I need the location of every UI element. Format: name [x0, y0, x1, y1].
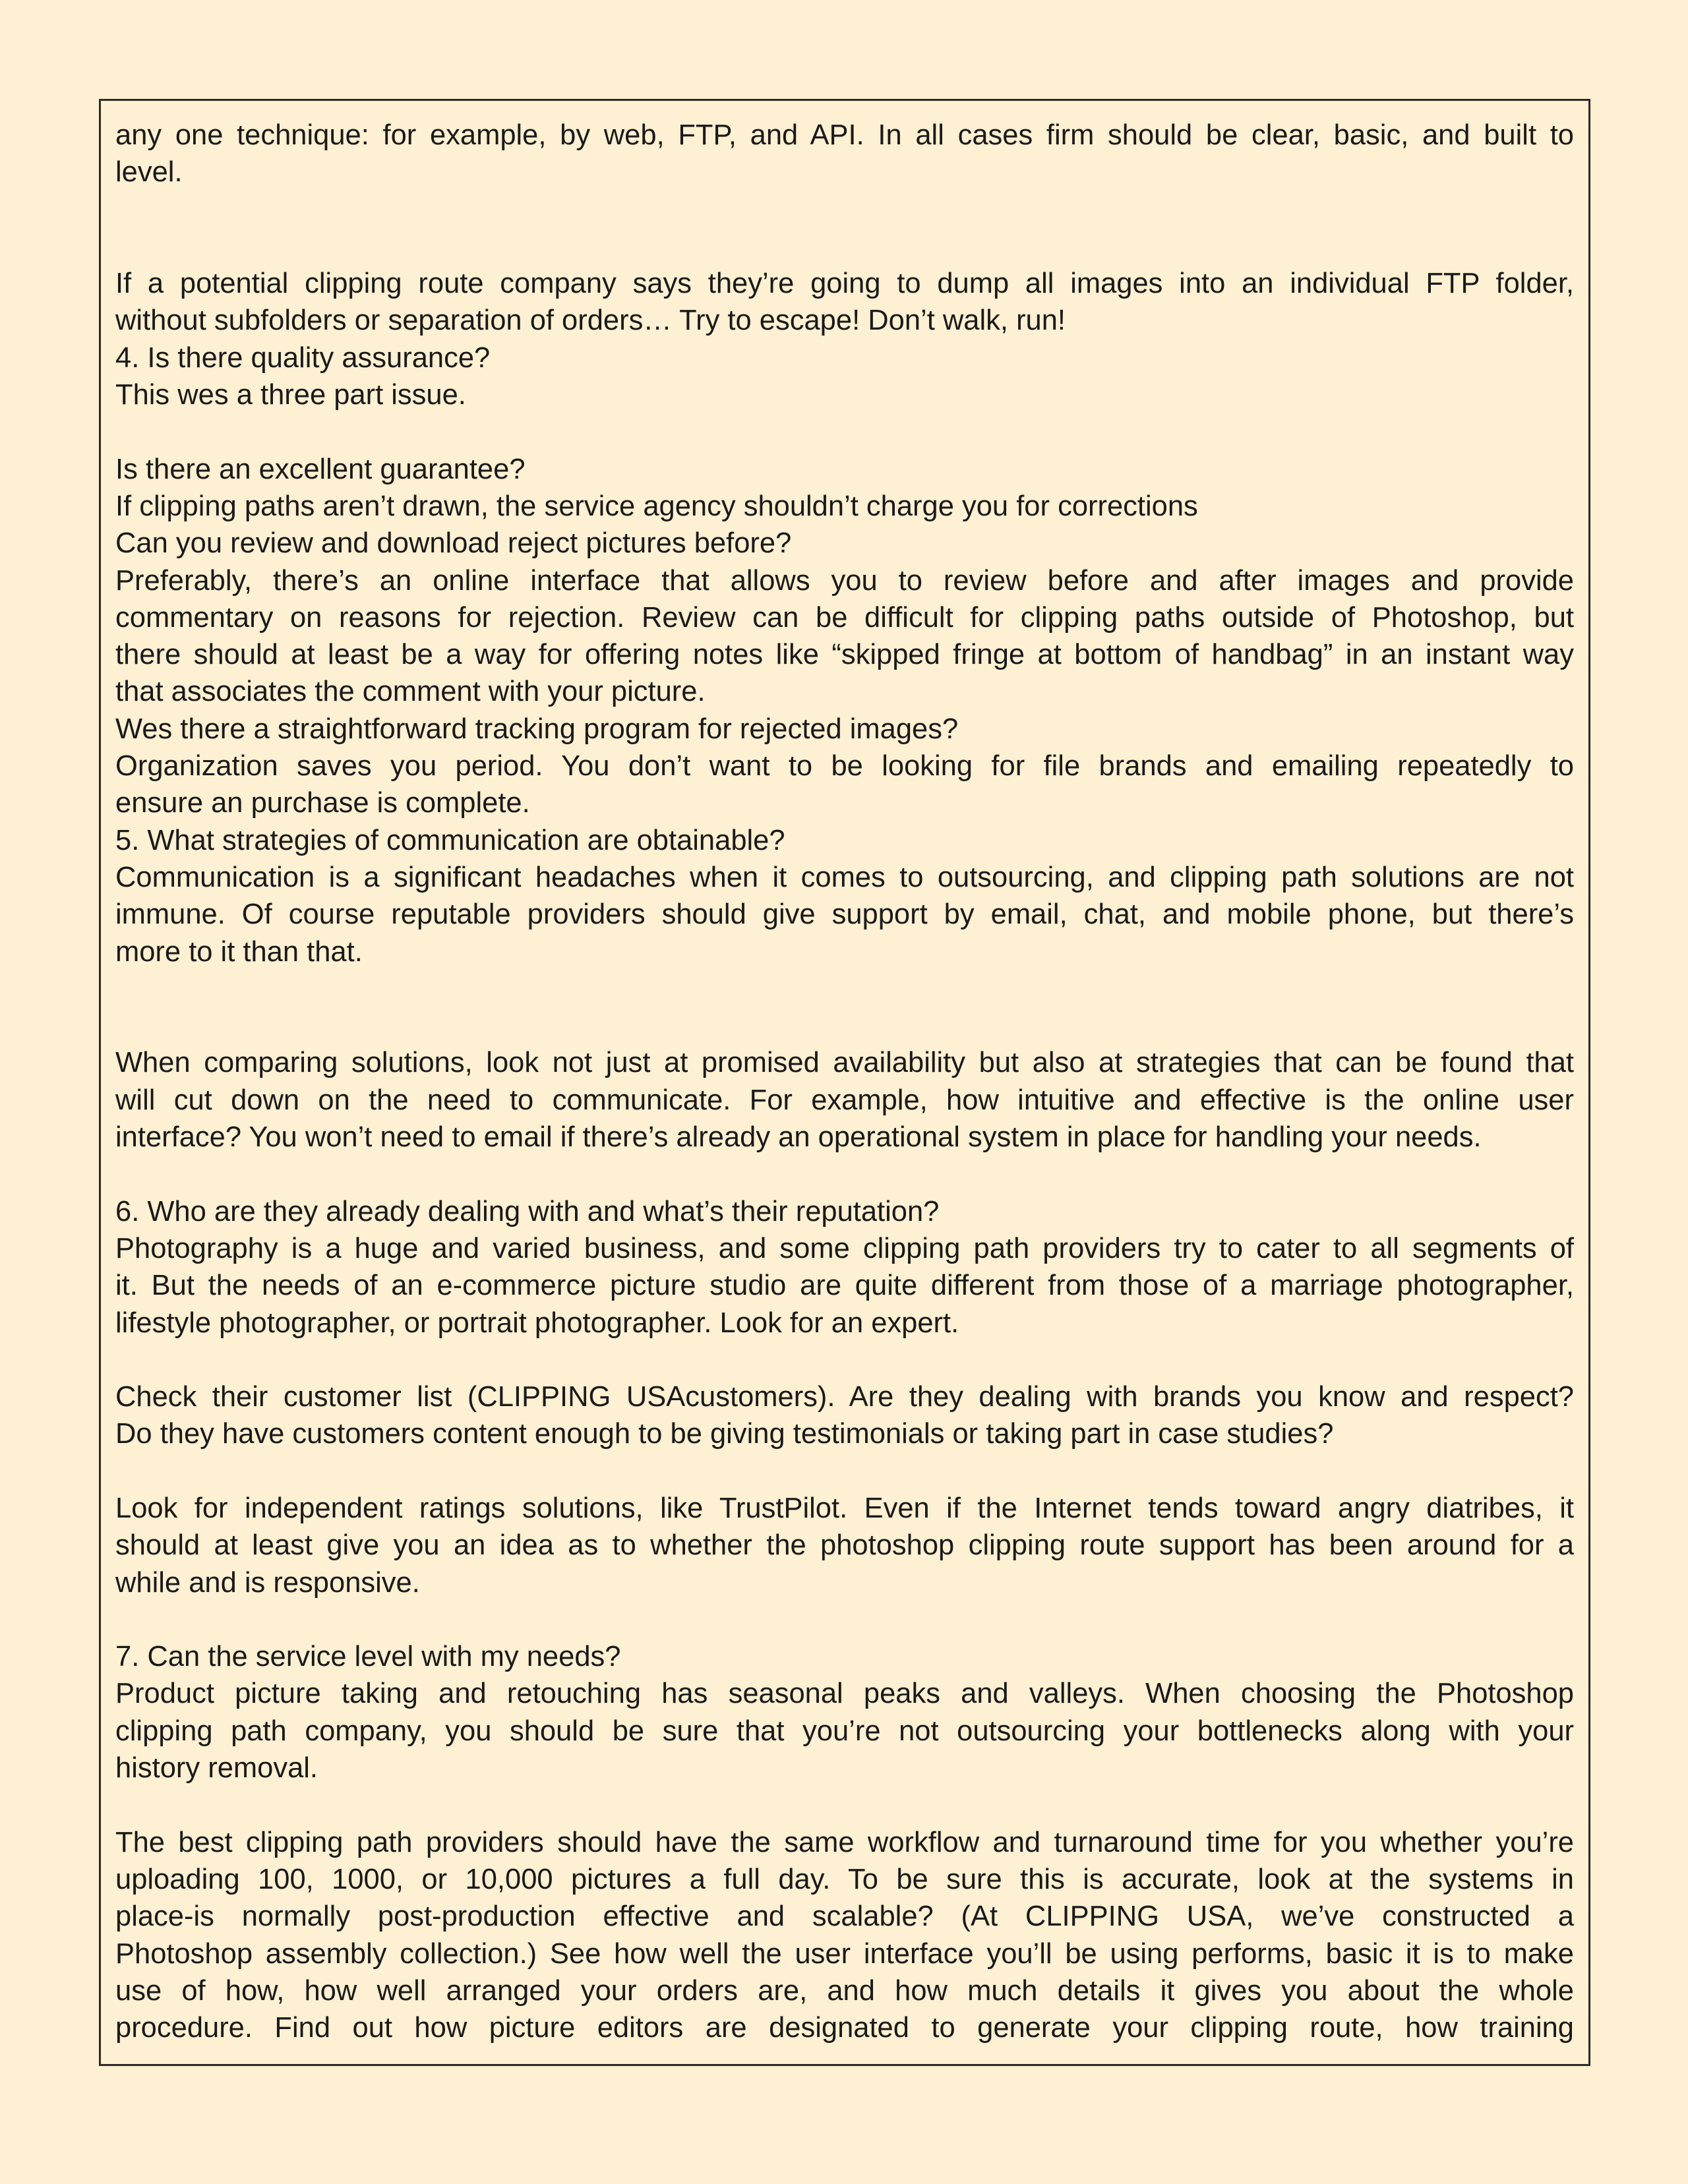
text-line: If a potential clipping route company says they’re going to dump all images into an individual FTP folder, — [115, 268, 1574, 300]
text-line: 5. What strategies of communication are obtainable? — [115, 824, 785, 856]
text-line: uploading 100, 1000, or 10,000 pictures a full day. To be sure this is accurate, look at the systems in — [115, 1863, 1574, 1895]
paragraph — [115, 265, 1574, 413]
paragraph-spacer — [115, 191, 1574, 266]
document-frame — [99, 99, 1590, 2066]
text-line: When comparing solutions, look not just at promised availability but also at strategies that can be found that — [115, 1047, 1574, 1079]
text-line: level. — [115, 156, 183, 189]
paragraph-spacer — [115, 1453, 1574, 1490]
text-line: 7. Can the service level with my needs? — [115, 1641, 621, 1673]
text-line: Photography is a huge and varied business, and some clipping path providers try to cater to all segments of — [115, 1232, 1574, 1264]
paragraph — [115, 1638, 1574, 1786]
text-line: will cut down on the need to communicate. For example, how intuitive and effective is the online user — [115, 1084, 1574, 1116]
text-line: while and is responsive. — [115, 1566, 420, 1599]
text-line: Communication is a significant headaches when it comes to outsourcing, and clipping path solutions are not — [115, 861, 1574, 893]
text-line: Preferably, there’s an online interface that allows you to review before and after images and provide — [115, 564, 1574, 597]
text-line: it. But the needs of an e-commerce picture studio are quite different from those of a marriage photographer, — [115, 1270, 1574, 1302]
text-line: that associates the comment with your picture. — [115, 676, 706, 708]
text-line: interface? You won’t need to email if there’s already an operational system in place for handling your needs. — [115, 1121, 1482, 1154]
paragraph — [115, 1044, 1574, 1156]
document-body — [115, 117, 1574, 2046]
text-line: immune. Of course reputable providers should give support by email, chat, and mobile phone, but there’s — [115, 899, 1574, 931]
text-line: Wes there a straightforward tracking program for rejected images? — [115, 713, 959, 745]
text-line: use of how, how well arranged your orders are, and how much details it gives you about the whole — [115, 1974, 1574, 2007]
paragraph-spacer — [115, 1342, 1574, 1378]
text-line: 6. Who are they already dealing with and what’s their reputation? — [115, 1195, 940, 1227]
text-line: Can you review and download reject pictures before? — [115, 527, 792, 560]
text-line: lifestyle photographer, or portrait photographer. Look for an expert. — [115, 1307, 959, 1339]
text-line: Photoshop assembly collection.) See how well the user interface you’ll be using performs, basic it is to make — [115, 1937, 1574, 1970]
text-line: This wes a three part issue. — [115, 379, 466, 411]
text-line: history removal. — [115, 1752, 318, 1785]
paragraph — [115, 1824, 1574, 2047]
text-line: without subfolders or separation of orders… Try to escape! Don’t walk, run! — [115, 305, 1066, 337]
text-line: procedure. Find out how picture editors are designated to generate your clipping route, how training — [115, 2012, 1574, 2044]
paragraph-spacer — [115, 1601, 1574, 1638]
text-line: The best clipping path providers should have the same workflow and turnaround time for you whether you’re — [115, 1826, 1574, 1858]
text-line: Look for independent ratings solutions, like TrustPilot. Even if the Internet tends toward angry diatribes, it — [115, 1492, 1574, 1524]
text-line: ensure an purchase is complete. — [115, 787, 530, 819]
text-line: more to it than that. — [115, 935, 363, 968]
text-line: 4. Is there quality assurance? — [115, 341, 491, 374]
paragraph — [115, 451, 1574, 970]
text-line: Check their customer list (CLIPPING USAcustomers). Are they dealing with brands you know and respect? — [115, 1381, 1574, 1413]
text-line: Is there an excellent guarantee? — [115, 453, 526, 485]
text-line: should at least give you an idea as to whether the photoshop clipping route support has been around for a — [115, 1529, 1574, 1562]
paragraph-spacer — [115, 1156, 1574, 1193]
text-line: Do they have customers content enough to be giving testimonials or taking part in case studies? — [115, 1418, 1334, 1450]
paragraph — [115, 1193, 1574, 1342]
text-line: If clipping paths aren’t drawn, the service agency shouldn’t charge you for corrections — [115, 490, 1198, 522]
text-line: place-is normally post-production effective and scalable? (At CLIPPING USA, we’ve constructed a — [115, 1901, 1574, 1933]
text-line: there should at least be a way for offering notes like “skipped fringe at bottom of handbag” in an instant way — [115, 639, 1574, 671]
paragraph-spacer — [115, 970, 1574, 1045]
text-line: clipping path company, you should be sure that you’re not outsourcing your bottlenecks along with your — [115, 1715, 1574, 1747]
paragraph — [115, 1490, 1574, 1601]
paragraph — [115, 1378, 1574, 1453]
text-line: Organization saves you period. You don’t want to be looking for file brands and emailing repeatedly to — [115, 750, 1574, 782]
paragraph-spacer — [115, 413, 1574, 450]
paragraph — [115, 117, 1574, 191]
paragraph-spacer — [115, 1786, 1574, 1823]
text-line: commentary on reasons for rejection. Review can be difficult for clipping paths outside of Photoshop, but — [115, 601, 1574, 634]
text-line: Product picture taking and retouching has seasonal peaks and valleys. When choosing the Photoshop — [115, 1678, 1574, 1710]
text-line: any one technique: for example, by web, FTP, and API. In all cases firm should be clear, basic, and built to — [115, 119, 1574, 151]
